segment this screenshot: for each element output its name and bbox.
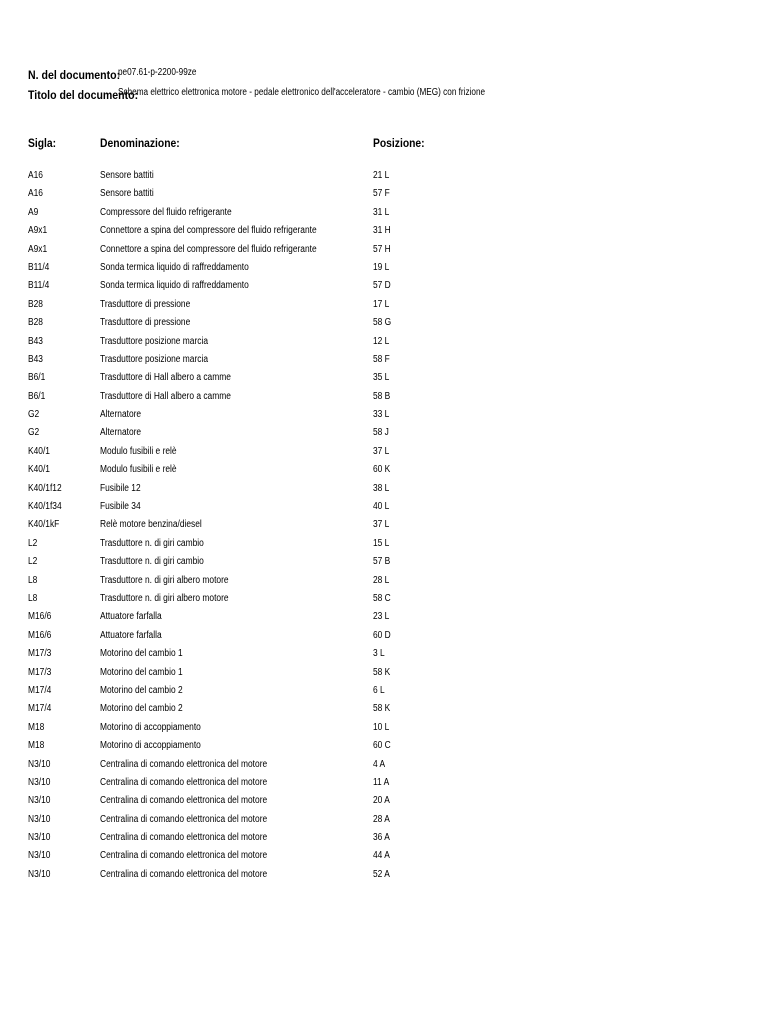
document-title-label: Titolo del documento: <box>28 88 139 102</box>
row-posizione: 35 L <box>373 372 390 384</box>
row-denominazione: Trasduttore di pressione <box>100 317 191 329</box>
row-denominazione: Trasduttore n. di giri albero motore <box>100 592 229 604</box>
row-sigla: M17/4 <box>28 703 52 715</box>
row-denominazione: Centralina di comando elettronica del motore <box>100 758 268 770</box>
row-sigla: N3/10 <box>28 850 51 862</box>
row-posizione: 4 A <box>373 758 386 770</box>
row-denominazione: Centralina di comando elettronica del motore <box>100 813 268 825</box>
document-number-value: pe07.61-p-2200-99ze <box>118 67 197 78</box>
row-denominazione: Sonda termica liquido di raffreddamento <box>100 280 249 292</box>
row-sigla: L8 <box>28 592 38 604</box>
table-row <box>0 425 768 443</box>
row-sigla: M18 <box>28 740 45 752</box>
row-sigla: N3/10 <box>28 813 51 825</box>
table-row <box>0 665 768 683</box>
table-row <box>0 168 768 186</box>
row-sigla: A9x1 <box>28 225 48 237</box>
row-denominazione: Centralina di comando elettronica del motore <box>100 868 268 880</box>
table-row <box>0 315 768 333</box>
row-posizione: 38 L <box>373 482 390 494</box>
row-sigla: A16 <box>28 170 43 181</box>
table-row <box>0 242 768 260</box>
row-denominazione: Trasduttore posizione marcia <box>100 353 209 365</box>
table-row <box>0 793 768 811</box>
row-denominazione: Motorino del cambio 1 <box>100 648 183 660</box>
row-posizione: 37 L <box>373 445 390 457</box>
row-posizione: 31 L <box>373 206 390 218</box>
table-row <box>0 812 768 830</box>
row-denominazione: Centralina di comando elettronica del motore <box>100 776 268 788</box>
row-sigla: N3/10 <box>28 776 51 788</box>
row-posizione: 28 L <box>373 574 390 586</box>
row-sigla: B43 <box>28 335 43 347</box>
row-sigla: G2 <box>28 409 40 421</box>
table-row <box>0 738 768 756</box>
document-title-value: Schema elettrico elettronica motore - pedale elettronico dell'acceleratore - cambio (MEG) con frizione <box>118 87 486 98</box>
row-denominazione: Attuatore farfalla <box>100 611 162 623</box>
row-denominazione: Compressore del fluido refrigerante <box>100 206 232 218</box>
row-denominazione: Fusibile 12 <box>100 482 141 494</box>
table-row <box>0 573 768 591</box>
table-row <box>0 389 768 407</box>
row-sigla: M17/3 <box>28 648 52 660</box>
row-posizione: 21 L <box>373 170 390 181</box>
table-row <box>0 830 768 848</box>
row-denominazione: Alternatore <box>100 427 142 439</box>
row-posizione: 60 C <box>373 740 391 752</box>
row-posizione: 28 A <box>373 813 390 825</box>
row-posizione: 57 F <box>373 188 390 200</box>
row-denominazione: Trasduttore n. di giri albero motore <box>100 574 229 586</box>
table-row <box>0 646 768 664</box>
row-posizione: 6 L <box>373 684 385 696</box>
table-row <box>0 260 768 278</box>
row-denominazione: Motorino di accoppiamento <box>100 721 201 733</box>
row-denominazione: Trasduttore di Hall albero a camme <box>100 372 231 384</box>
table-row <box>0 205 768 223</box>
row-sigla: N3/10 <box>28 795 51 807</box>
row-denominazione: Attuatore farfalla <box>100 629 162 641</box>
row-denominazione: Centralina di comando elettronica del motore <box>100 795 268 807</box>
row-posizione: 3 L <box>373 648 385 660</box>
column-header-sigla: Sigla: <box>28 136 57 150</box>
table-row <box>0 481 768 499</box>
row-posizione: 11 A <box>373 776 390 788</box>
row-sigla: K40/1f34 <box>28 501 62 513</box>
row-denominazione: Sensore battiti <box>100 170 154 181</box>
table-row <box>0 609 768 627</box>
table-row <box>0 554 768 572</box>
table-row <box>0 297 768 315</box>
table-row <box>0 370 768 388</box>
row-sigla: M16/6 <box>28 629 52 641</box>
row-denominazione: Centralina di comando elettronica del motore <box>100 850 268 862</box>
row-sigla: B28 <box>28 317 43 329</box>
row-sigla: G2 <box>28 427 40 439</box>
row-posizione: 60 K <box>373 464 391 476</box>
document-number <box>28 66 197 84</box>
row-posizione: 23 L <box>373 611 390 623</box>
row-posizione: 10 L <box>373 721 390 733</box>
row-sigla: N3/10 <box>28 832 51 844</box>
row-posizione: 15 L <box>373 537 390 549</box>
row-posizione: 58 B <box>373 390 391 402</box>
table-row <box>0 757 768 775</box>
row-sigla: B11/4 <box>28 280 50 292</box>
row-posizione: 57 D <box>373 280 391 292</box>
row-denominazione: Trasduttore di Hall albero a camme <box>100 390 231 402</box>
row-denominazione: Motorino del cambio 2 <box>100 684 183 696</box>
table-row <box>0 683 768 701</box>
table-row <box>0 223 768 241</box>
row-denominazione: Motorino di accoppiamento <box>100 740 201 752</box>
table-row <box>0 848 768 866</box>
row-sigla: A9 <box>28 206 39 218</box>
row-posizione: 20 A <box>373 795 390 807</box>
row-denominazione: Sonda termica liquido di raffreddamento <box>100 261 249 273</box>
row-posizione: 58 F <box>373 353 390 365</box>
table-row <box>0 591 768 609</box>
row-sigla: L2 <box>28 537 38 549</box>
row-posizione: 12 L <box>373 335 390 347</box>
row-posizione: 58 K <box>373 703 391 715</box>
components-table <box>0 168 768 885</box>
row-sigla: A16 <box>28 188 43 200</box>
row-denominazione: Centralina di comando elettronica del motore <box>100 832 268 844</box>
row-sigla: K40/1f12 <box>28 482 62 494</box>
row-posizione: 33 L <box>373 409 390 421</box>
row-denominazione: Trasduttore n. di giri cambio <box>100 537 204 549</box>
table-row <box>0 407 768 425</box>
row-denominazione: Motorino del cambio 2 <box>100 703 183 715</box>
row-sigla: L8 <box>28 574 38 586</box>
row-denominazione: Relè motore benzina/diesel <box>100 519 202 531</box>
table-row <box>0 775 768 793</box>
table-row <box>0 334 768 352</box>
row-posizione: 52 A <box>373 868 390 880</box>
row-posizione: 58 J <box>373 427 389 439</box>
table-row <box>0 462 768 480</box>
table-row <box>0 186 768 204</box>
row-sigla: B43 <box>28 353 43 365</box>
row-posizione: 17 L <box>373 298 390 310</box>
row-posizione: 60 D <box>373 629 391 641</box>
row-denominazione: Trasduttore posizione marcia <box>100 335 209 347</box>
row-denominazione: Alternatore <box>100 409 142 421</box>
row-sigla: M17/4 <box>28 684 52 696</box>
row-sigla: B28 <box>28 298 43 310</box>
column-header-denominazione: Denominazione: <box>100 136 180 150</box>
row-posizione: 19 L <box>373 261 390 273</box>
row-sigla: M18 <box>28 721 45 733</box>
table-row <box>0 628 768 646</box>
table-row <box>0 536 768 554</box>
table-row <box>0 444 768 462</box>
row-denominazione: Trasduttore n. di giri cambio <box>100 556 204 568</box>
row-sigla: M16/6 <box>28 611 52 623</box>
row-sigla: K40/1 <box>28 464 50 476</box>
table-row <box>0 701 768 719</box>
row-denominazione: Fusibile 34 <box>100 501 141 513</box>
row-denominazione: Motorino del cambio 1 <box>100 666 183 678</box>
row-sigla: K40/1kF <box>28 519 60 531</box>
row-denominazione: Modulo fusibili e relè <box>100 464 177 476</box>
row-sigla: A9x1 <box>28 243 48 255</box>
row-denominazione: Sensore battiti <box>100 188 154 200</box>
row-denominazione: Modulo fusibili e relè <box>100 445 177 457</box>
row-sigla: B11/4 <box>28 261 50 273</box>
document-number-label: N. del documento: <box>28 68 121 82</box>
row-sigla: N3/10 <box>28 868 51 880</box>
row-denominazione: Trasduttore di pressione <box>100 298 191 310</box>
document-title <box>28 86 486 104</box>
row-posizione: 58 K <box>373 666 391 678</box>
column-header-posizione: Posizione: <box>373 136 425 150</box>
row-posizione: 58 C <box>373 592 391 604</box>
row-posizione: 44 A <box>373 850 390 862</box>
table-row <box>0 278 768 296</box>
row-sigla: B6/1 <box>28 390 46 402</box>
table-row <box>0 499 768 517</box>
row-sigla: K40/1 <box>28 445 50 457</box>
row-posizione: 57 H <box>373 243 391 255</box>
row-sigla: B6/1 <box>28 372 46 384</box>
table-row <box>0 720 768 738</box>
table-row <box>0 352 768 370</box>
row-sigla: N3/10 <box>28 758 51 770</box>
table-row <box>0 517 768 535</box>
row-sigla: M17/3 <box>28 666 52 678</box>
row-posizione: 57 B <box>373 556 391 568</box>
table-row <box>0 867 768 885</box>
row-posizione: 31 H <box>373 225 391 237</box>
row-sigla: L2 <box>28 556 38 568</box>
row-posizione: 40 L <box>373 501 390 513</box>
row-denominazione: Connettore a spina del compressore del fluido refrigerante <box>100 243 317 255</box>
row-posizione: 58 G <box>373 317 392 329</box>
row-posizione: 37 L <box>373 519 390 531</box>
row-denominazione: Connettore a spina del compressore del fluido refrigerante <box>100 225 317 237</box>
row-posizione: 36 A <box>373 832 390 844</box>
